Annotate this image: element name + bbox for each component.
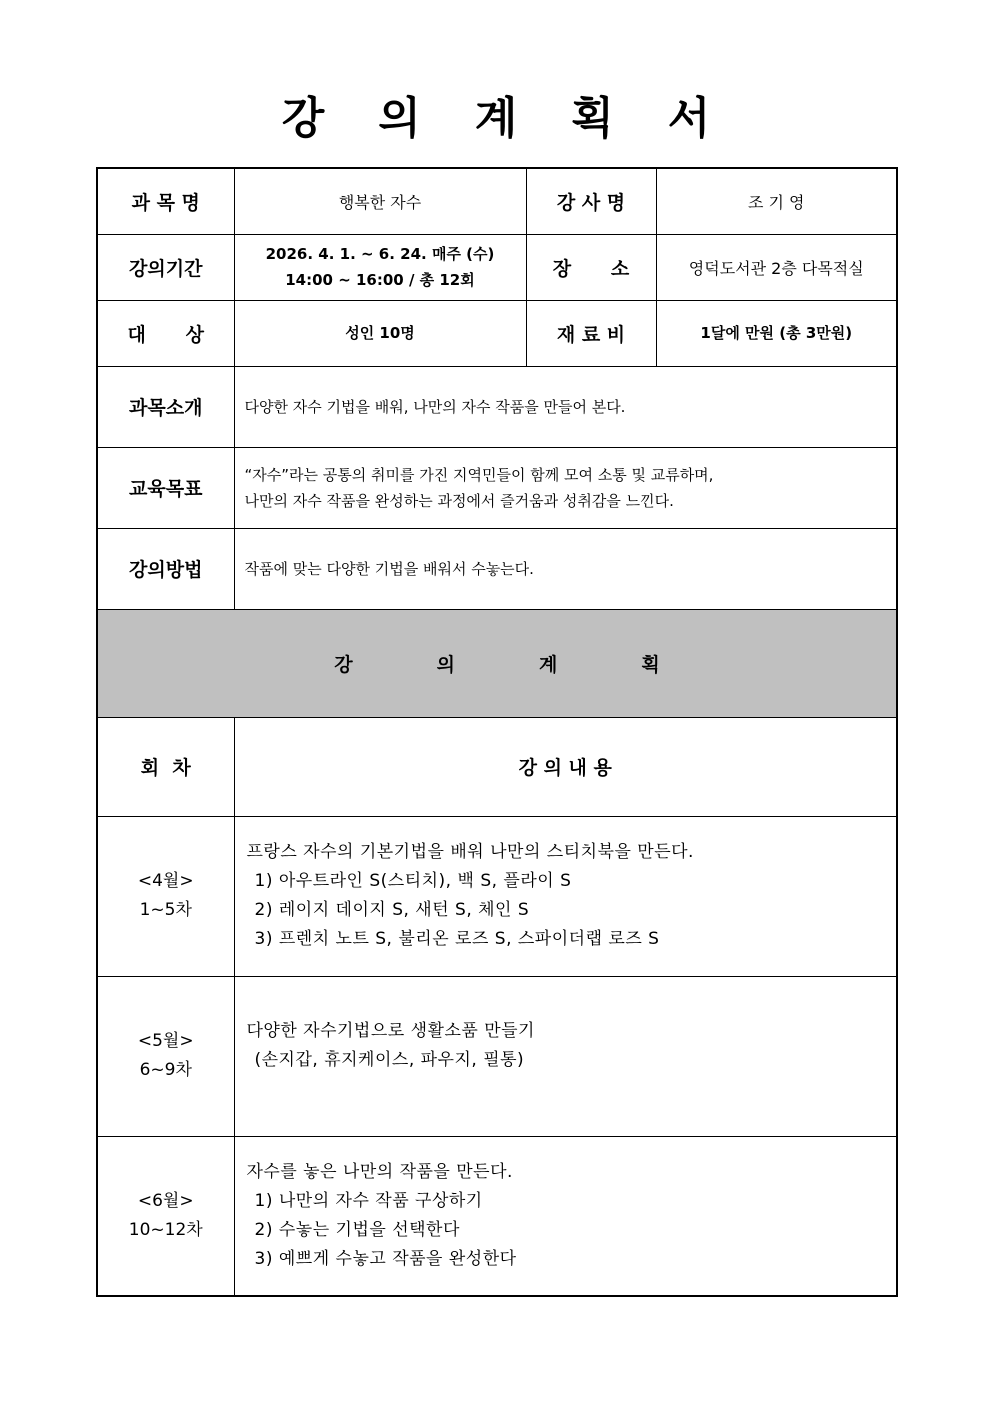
plan-header-row [97,717,897,816]
session-cell [97,1136,234,1296]
place-label: 장 소 [526,234,656,300]
target-row [97,300,897,366]
session-month: <6월> [137,1190,194,1211]
content-line: 1) 아우트라인 S(스티치), 백 S, 플라이 S [254,871,572,891]
instructor-value: 조 기 영 [656,168,897,234]
goal-line: 나만의 자수 작품을 완성하는 과정에서 즐거움과 성취감을 느낀다. [244,491,674,510]
target-value: 성인 10명 [234,300,526,366]
method-value: 작품에 맞는 다양한 기법을 배워서 수놓는다. [234,528,897,609]
place-value: 영덕도서관 2층 다목적실 [656,234,897,300]
title-char: 강 [281,93,325,144]
content-line: 자수를 놓은 나만의 작품을 만든다. [246,1161,513,1182]
session-cell [97,976,234,1136]
material-label: 재 료 비 [526,300,656,366]
intro-value: 다양한 자수 기법을 배워, 나만의 자수 작품을 만들어 본다. [234,366,897,447]
session-header: 회 차 [97,717,234,816]
band-char: 의 [436,653,455,676]
period-row [97,234,897,300]
content-cell [234,1136,897,1296]
title-char: 획 [571,93,614,144]
goal-row [97,447,897,528]
goal-label: 교육목표 [97,447,234,528]
course-label: 과 목 명 [97,168,234,234]
material-value: 1달에 만원 (총 3만원) [656,300,897,366]
plan-band-row [97,609,897,717]
plan-row-april [97,816,897,976]
session-month: <4월> [137,871,194,891]
content-line: 다양한 자수기법으로 생활소품 만들기 [246,1021,535,1041]
document-title [0,82,992,146]
intro-row [97,366,897,447]
period-dates: 2026. 4. 1. ~ 6. 24. 매주 (수) [265,245,495,263]
content-line: 2) 수놓는 기법을 선택한다 [254,1219,460,1240]
lecture-plan-table [96,167,898,1297]
title-char: 계 [474,93,518,144]
content-line: 3) 프렌치 노트 S, 불리온 로즈 S, 스파이더랩 로즈 S [254,929,660,949]
content-line: 프랑스 자수의 기본기법을 배워 나만의 스티치북을 만든다. [246,842,694,862]
band-char: 계 [539,653,558,676]
session-cell [97,816,234,976]
goal-line: “자수”라는 공통의 취미를 가진 지역민들이 함께 모여 소통 및 교류하며, [244,465,714,484]
content-line: 1) 나만의 자수 작품 구상하기 [254,1190,483,1211]
session-month: <5월> [137,1031,194,1051]
method-label: 강의방법 [97,528,234,609]
band-char: 강 [334,653,353,676]
session-range: 6~9차 [139,1060,192,1080]
intro-label: 과목소개 [97,366,234,447]
target-label: 대 상 [97,300,234,366]
band-char: 획 [641,653,660,676]
plan-band [97,609,897,717]
title-char: 의 [378,93,421,144]
session-range: 10~12차 [128,1219,203,1240]
period-value [234,234,526,300]
instructor-label: 강 사 명 [526,168,656,234]
content-cell [234,976,897,1136]
content-line: (손지갑, 휴지케이스, 파우지, 필통) [254,1050,525,1070]
method-row [97,528,897,609]
content-cell [234,816,897,976]
plan-row-may [97,976,897,1136]
session-range: 1~5차 [139,900,192,920]
period-label: 강의기간 [97,234,234,300]
course-row [97,168,897,234]
plan-row-june [97,1136,897,1296]
content-line: 2) 레이지 데이지 S, 새턴 S, 체인 S [254,900,530,920]
title-char: 서 [667,93,711,144]
content-header: 강 의 내 용 [234,717,897,816]
content-line: 3) 예쁘게 수놓고 작품을 완성한다 [254,1248,517,1269]
goal-value [234,447,897,528]
course-value: 행복한 자수 [234,168,526,234]
period-times: 14:00 ~ 16:00 / 총 12회 [285,271,475,289]
